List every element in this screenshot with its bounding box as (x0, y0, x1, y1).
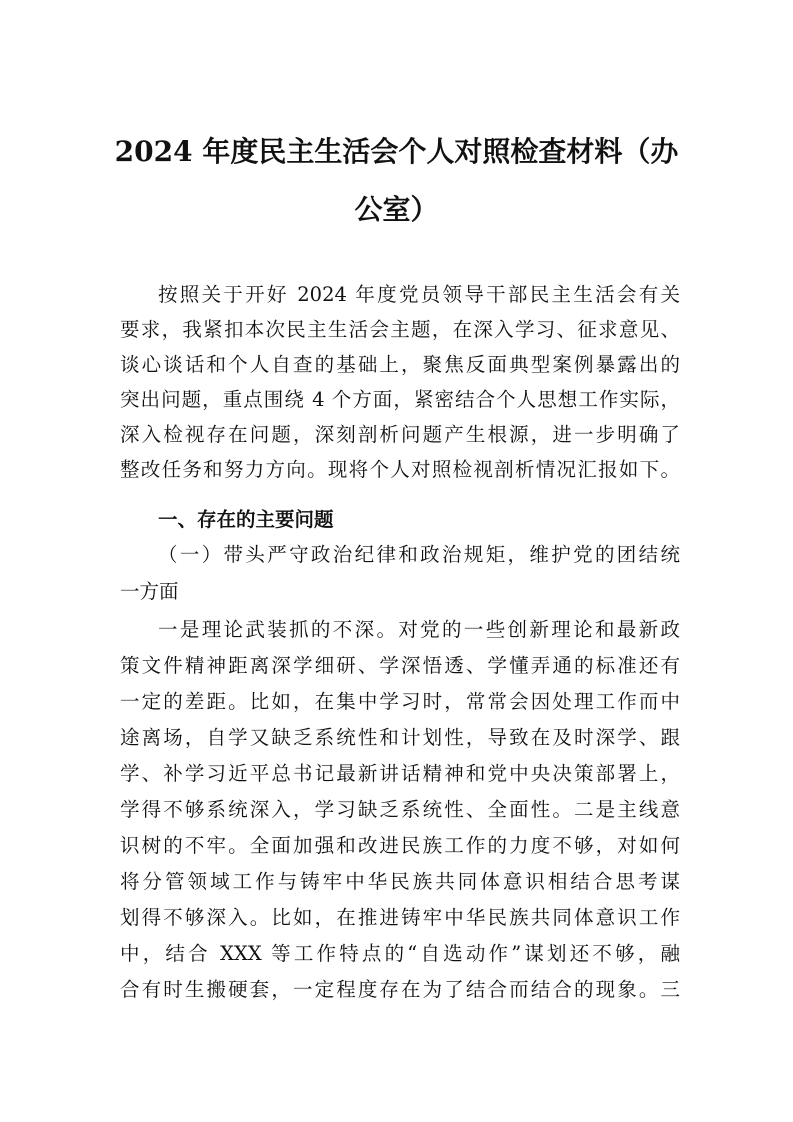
body-line-4: 途离场，自学又缺乏系统性和计划性，导致在及时深学、跟 (120, 726, 680, 749)
body-line-3: 一定的差距。比如，在集中学习时，常常会因处理工作而中 (120, 690, 680, 713)
document-title-line-1: 2024 年度民主生活会个人对照检查材料（办 (114, 135, 679, 168)
intro-line-3: 谈心谈话和个人自查的基础上，聚焦反面典型案例暴露出的 (120, 353, 680, 376)
subsection-heading-line-2: 一方面 (120, 580, 179, 603)
body-line-11: 合有时生搬硬套，一定程度存在为了结合而结合的现象。三 (120, 978, 680, 1001)
intro-line-5: 深入检视存在问题，深刻剖析问题产生根源，进一步明确了 (120, 423, 680, 446)
body-line-9: 划得不够深入。比如，在推进铸牢中华民族共同体意识工作 (120, 906, 680, 929)
section-heading-1: 一、存在的主要问题 (158, 508, 334, 531)
body-line-5: 学、补学习近平总书记最新讲话精神和党中央决策部署上， (120, 762, 680, 785)
intro-line-1: 按照关于开好 2024 年度党员领导干部民主生活会有关 (158, 283, 680, 306)
body-line-2: 策文件精神距离深学细研、学深悟透、学懂弄通的标准还有 (120, 654, 680, 677)
body-line-10: 中，结合 XXX 等工作特点的“自选动作”谋划还不够，融 (120, 942, 680, 965)
intro-line-4: 突出问题，重点围绕 4 个方面，紧密结合个人思想工作实际， (120, 388, 680, 411)
body-line-8: 将分管领域工作与铸牢中华民族共同体意识相结合思考谋 (120, 870, 680, 893)
body-line-1: 一是理论武装抓的不深。对党的一些创新理论和最新政 (158, 618, 680, 641)
intro-line-6: 整改任务和努力方向。现将个人对照检视剖析情况汇报如下。 (120, 458, 680, 481)
document-title-line-2: 公室） (354, 193, 439, 226)
body-line-6: 学得不够系统深入，学习缺乏系统性、全面性。二是主线意 (120, 798, 680, 821)
subsection-heading-line-1: （一）带头严守政治纪律和政治规矩，维护党的团结统 (158, 543, 680, 566)
body-line-7: 识树的不牢。全面加强和改进民族工作的力度不够，对如何 (120, 834, 680, 857)
intro-line-2: 要求，我紧扣本次民主生活会主题，在深入学习、征求意见、 (120, 318, 680, 341)
